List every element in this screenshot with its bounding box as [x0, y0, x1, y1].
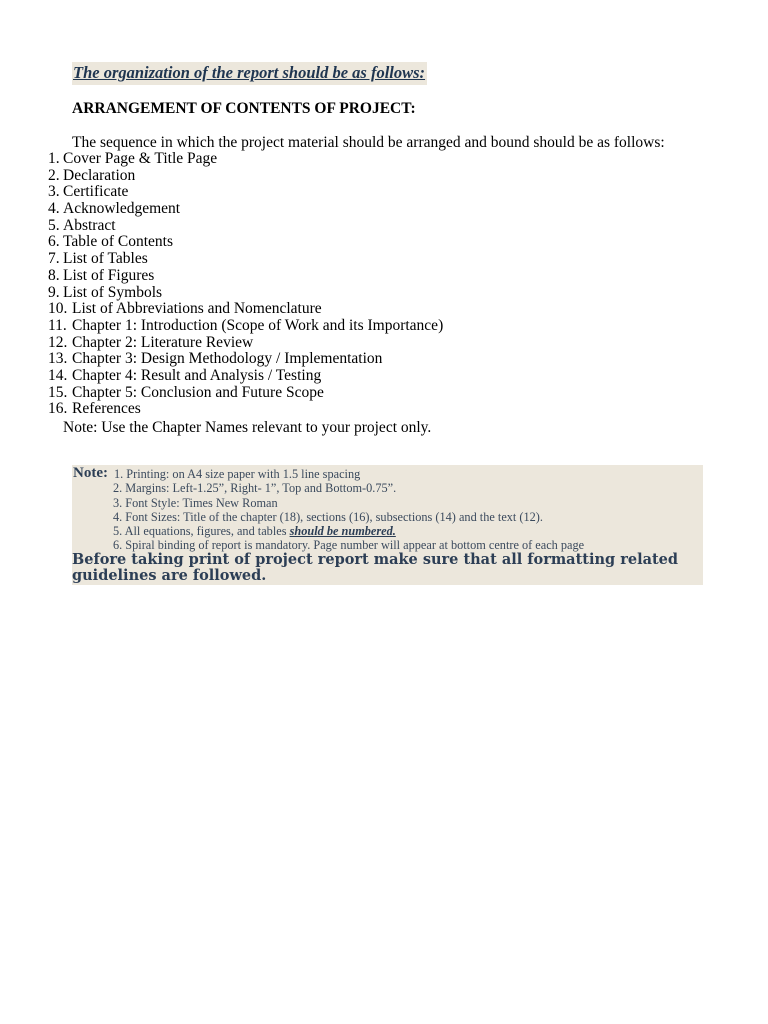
list-item: 4. Font Sizes: Title of the chapter (18), sections (16), subsections (14) and the text (12).	[113, 509, 543, 524]
list-item: 3. Font Style: Times New Roman	[113, 495, 278, 510]
list-item: 11. Chapter 1: Introduction (Scope of Work and its Importance)	[48, 316, 444, 334]
list-item: 4. Acknowledgement	[48, 200, 181, 218]
list-item: 6. Spiral binding of report is mandatory. Page number will appear at bottom centre of each page	[113, 538, 585, 553]
print-warning: Before taking print of project report make sure that all formatting related guidelines are followed.	[72, 551, 679, 584]
intro-paragraph: The sequence in which the project material should be arranged and bound should be as follows:	[72, 134, 665, 151]
list-item: 1. Cover Page & Title Page	[48, 150, 218, 167]
report-organization-heading: The organization of the report should be as follows:	[72, 62, 427, 85]
list-item: 5. All equations, figures, and tables should be numbered.	[113, 524, 396, 539]
formatting-note-box	[72, 465, 703, 585]
note-label: Note:	[73, 465, 108, 481]
list-item: 15. Chapter 5: Conclusion and Future Scope	[48, 383, 324, 401]
list-item: 7. List of Tables	[48, 250, 148, 268]
list-item: 14. Chapter 4: Result and Analysis / Testing	[48, 366, 322, 384]
contents-list	[48, 151, 443, 418]
formatting-rules-list	[114, 467, 584, 553]
list-item: 8. List of Figures	[48, 266, 155, 284]
list-item: 1. Printing: on A4 size paper with 1.5 line spacing	[114, 467, 361, 481]
list-item: 13. Chapter 3: Design Methodology / Implementation	[48, 350, 383, 368]
list-item: 16. References	[48, 400, 141, 418]
list-item: 5. Abstract	[48, 216, 116, 234]
list-item: 9. List of Symbols	[48, 283, 163, 301]
list-item: 12. Chapter 2: Literature Review	[48, 333, 254, 351]
list-item: 3. Certificate	[48, 183, 129, 201]
list-item: 2. Declaration	[48, 166, 136, 184]
numbered-emphasis: should be numbered.	[289, 524, 396, 539]
chapter-names-note: Note: Use the Chapter Names relevant to your project only.	[63, 419, 432, 436]
list-item: 10. List of Abbreviations and Nomenclature	[48, 300, 322, 318]
arrangement-subheading: ARRANGEMENT OF CONTENTS OF PROJECT:	[72, 100, 416, 117]
list-item: 6. Table of Contents	[48, 233, 173, 251]
list-item: 2. Margins: Left-1.25”, Right- 1”, Top and Bottom-0.75”.	[113, 481, 397, 496]
heading-container	[72, 62, 427, 85]
